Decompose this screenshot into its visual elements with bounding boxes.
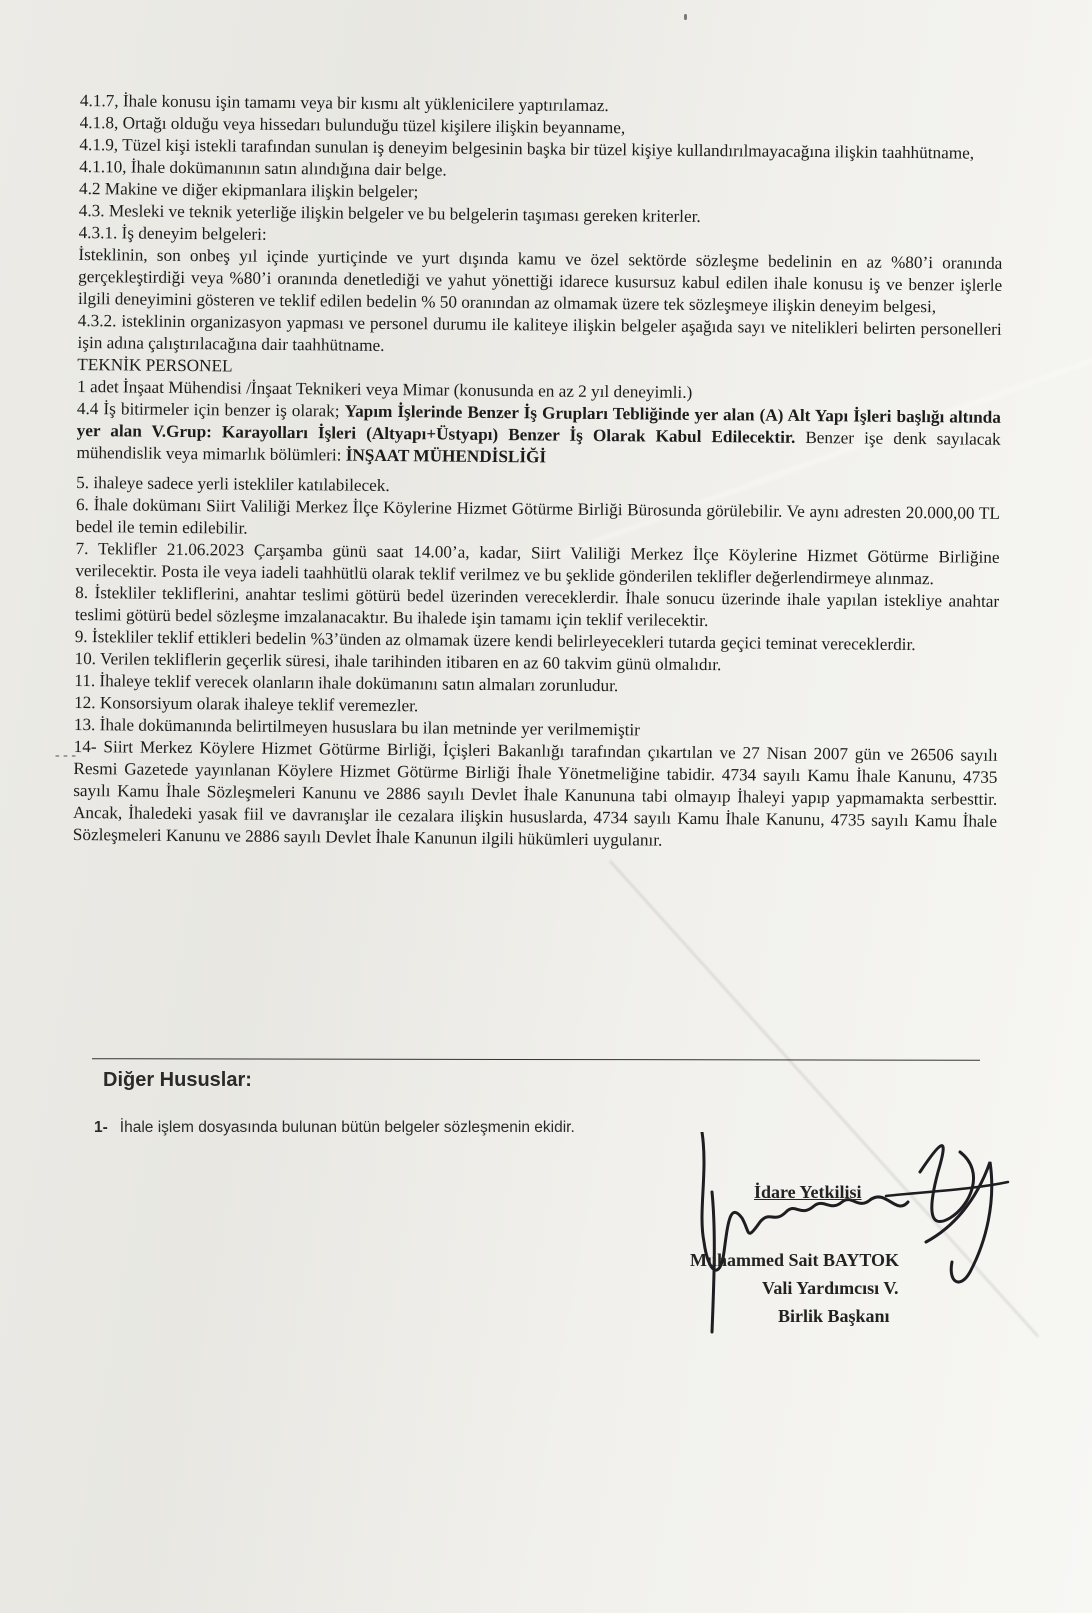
- signatory-position: Birlik Başkanı: [778, 1306, 890, 1326]
- signatory-name: Muhammed Sait BAYTOK: [690, 1250, 900, 1270]
- clause-4-3-2: 4.3.2. isteklinin organizasyon yapması ve personel durumu ile kaliteye ilişkin belgeler aşağıda sayı ve nitelikleri belirten personelleri işin adına çalıştırılacağına dair taahhütname.: [77, 310, 1002, 355]
- clause-4-4-bold2: İNŞAAT MÜHENDİSLİĞİ: [345, 445, 547, 467]
- authority-title: İdare Yetkilisi: [754, 1182, 862, 1202]
- signatory-role: Vali Yardımcısı V.: [762, 1278, 899, 1298]
- clause-7: 7. Teklifler 21.06.2023 Çarşamba günü saat 14.00’a, kadar, Siirt Valiliği Merkez İlçe Köylerine Hizmet Götürme Birliğine verilecektir. Posta ile veya iadeli taahhütlü olarak teklif verilmez ve bu şeklide gönderilen teklifler değerlendirmeye alınmaz.: [75, 538, 1000, 589]
- paper-mark: [684, 14, 687, 20]
- other-matters-heading: Diğer Hususlar:: [103, 1069, 252, 1091]
- clause-10: 10. Verilen tekliflerin geçerlik süresi, ihale tarihinden itibaren en az 60 takvim günü olmalıdır.: [74, 648, 722, 675]
- clause-6: 6. İhale dokümanı Siirt Valiliği Merkez İlçe Köylerine Hizmet Götürme Birliği Bürosunda görülebilir. Ve aynı adresten 20.000,00 TL bedel ile temin edilebilir.: [75, 494, 1001, 538]
- clause-4-4-bold: Yapım İşlerinde Benzer İş Grupları Tebliğinde yer alan (A) Alt Yapı İşleri başlığı altında yer alan V.Grup: Karayolları İşleri (Altyapı+Üstyapı) Benzer İş Olarak Kabul Edilecektir.: [76, 401, 1001, 447]
- other-matters-item: [94, 1119, 575, 1137]
- clause-4-3: 4.3. Mesleki ve teknik yeterliğe ilişkin belgeler ve bu belgelerin taşıması gereken kriterler.: [78, 200, 701, 226]
- item-number: 1-: [94, 1119, 108, 1136]
- clause-14: 14- Siirt Merkez Köylere Hizmet Götürme Birliği, İçişleri Bakanlığı tarafından çıkartılan ve 27 Nisan 2007 gün ve 26506 sayılı Resmi Gazetede yayınlanan Köylere Hizmet Götürme Birliği İhale Yönetmeliğine tabidir. 4734 sayılı Kamu İhale Kanunu, 4735 sayılı Kamu İhale Sözleşmeleri Kanunu ve 2886 sayılı Devlet İhale Kanununa tabi olmayıp İhaleyi yapıp yapmamakta serbesttir. Ancak, İhaledeki yasak fiil ve davranışlar ile cezalara ilişkin hususlarda, 4734 sayılı Kamu İhale Kanunu, 4735 sayılı Kamu İhale Sözleşmeleri Kanunu ve 2886 sayılı Devlet İhale Kanunun ilgili hükümleri uygulanır.: [72, 736, 998, 850]
- clause-12: 12. Konsorsiyum olarak ihaleye teklif veremezler.: [74, 692, 419, 716]
- clause-4-1-9: 4.1.9, Tüzel kişi istekli tarafından sunulan iş deneyim belgesinin başka bir tüzel kişiye kullandırılmayacağına ilişkin taahhütname,: [79, 134, 975, 163]
- document-body: [73, 90, 1004, 855]
- clause-4-2: 4.2 Makine ve diğer ekipmanlara ilişkin belgeler;: [78, 178, 419, 202]
- clause-4-1-10: 4.1.10, İhale dokümanının satın alındığına dair belge.: [79, 156, 447, 180]
- item-text: İhale işlem dosyasında bulunan bütün belgeler sözleşmenin ekidir.: [119, 1119, 575, 1136]
- clause-4-1-7: 4.1.7, İhale konusu işin tamamı veya bir kısmı alt yüklenicilere yaptırılamaz.: [79, 90, 609, 116]
- personnel-requirement: 1 adet İnşaat Mühendisi /İnşaat Teknikeri veya Mimar (konusunda en az 2 yıl deneyimli.): [77, 376, 693, 402]
- clause-4-4-mid: Benzer işe denk sayılacak mühendislik veya mimarlık bölümleri:: [76, 427, 1001, 465]
- margin-mark: - ‐ ‐: [55, 748, 76, 763]
- clause-8: 8. İstekliler tekliflerini, anahtar teslimi götürü bedel üzerinden vereceklerdir. İhale sonucu üzerinde ihale yapılan istekliye anahtar teslimi götürü bedel sözleşme imzalanacaktır. Bu ihalede işin tamamı için teklif verilecektir.: [74, 582, 1000, 631]
- clause-4-4-text: 4.4 İş bitirmeler için benzer iş olarak;: [76, 398, 345, 421]
- technical-personnel-heading: TEKNİK PERSONEL: [77, 354, 233, 376]
- clause-9: 9. İstekliler teklif ettikleri bedelin %3’ünden az olmamak üzere kendi belirleyecekleri tutarda geçici teminat vereceklerdir.: [74, 626, 916, 655]
- clause-13: 13. İhale dokümanında belirtilmeyen hususlara bu ilan metninde yer verilmemiştir: [73, 714, 641, 740]
- section-divider: [92, 1058, 980, 1061]
- clause-5: 5. ihaleye sadece yerli istekliler katılabilecek.: [76, 472, 390, 495]
- clause-11: 11. İhaleye teklif verecek olanların ihale dokümanını satın almaları zorunludur.: [74, 670, 619, 696]
- clause-4-4: [76, 398, 1001, 473]
- clause-4-1-8: 4.1.8, Ortağı olduğu veya hissedarı bulunduğu tüzel kişilere ilişkin beyanname,: [79, 112, 626, 138]
- clause-4-3-1: 4.3.1. İş deneyim belgeleri:: [78, 222, 267, 244]
- experience-paragraph: İsteklinin, son onbeş yıl içinde yurtiçinde ve yurt dışında kamu ve özel sektörde sözleşme bedelinin en az %80’i oranında gerçekleştirdiği veya %80’i oranında denetlediği ve yahut yönettiği idarece kusursuz kabul edilen ihale konusu iş ve benzer işlerle ilgili deneyimini gösteren ve teklif edilen bedelin % 50 oranından az olmamak üzere tek sözleşmeye ilişkin deneyim belgesi,: [77, 244, 1003, 317]
